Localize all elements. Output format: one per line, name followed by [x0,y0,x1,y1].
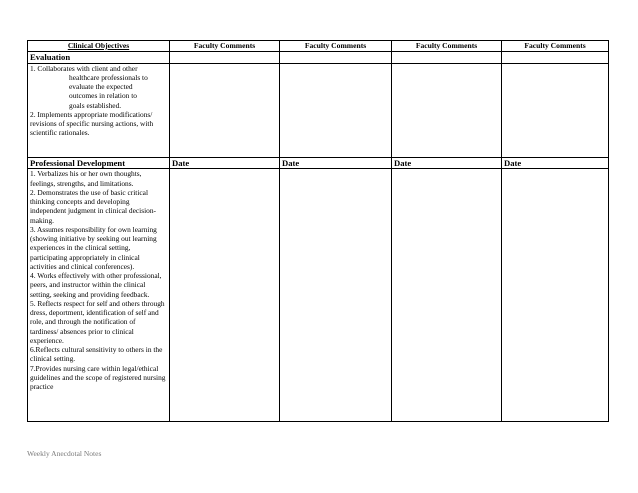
page-footer: Weekly Anecdotal Notes [27,449,102,458]
header-faculty-comments-2: Faculty Comments [280,41,392,52]
evaluation-cell-4 [502,52,609,64]
professional-development-body-row [28,169,609,422]
evaluation-comment-2[interactable] [280,63,392,157]
pd-item-6: 6.Reflects cultural sensitivity to others in the clinical setting. [30,345,163,364]
evaluation-item-1-line-5: goals established. [69,100,122,110]
evaluation-comment-4[interactable] [502,63,609,157]
pd-item-5: 5. Reflects respect for self and others through dress, deportment, identification of self and role, and through the notification of tardiness/ absences prior to clinical experience. [30,298,167,345]
evaluation-cell-3 [392,52,502,64]
header-row [28,41,609,52]
date-label-4: Date [502,157,609,169]
evaluation-comment-3[interactable] [392,63,502,157]
professional-development-objectives [28,169,170,422]
evaluation-cell-2 [280,52,392,64]
header-faculty-comments-1: Faculty Comments [170,41,280,52]
pd-item-3: 3. Assumes responsibility for own learning (showing initiative by seeking out learning experiences in the clinical setting, participating appropriately in clinical activities and clinical conferences). [30,224,157,271]
pd-comment-2[interactable] [280,169,392,422]
evaluation-objectives [28,63,170,157]
pd-item-1: 1. Verbalizes his or her own thoughts, feelings, strengths, and limitations. [30,169,142,188]
date-label-2: Date [280,157,392,169]
pd-comment-3[interactable] [392,169,502,422]
pd-comment-4[interactable] [502,169,609,422]
header-faculty-comments-3: Faculty Comments [392,41,502,52]
evaluation-item-1-line-4: outcomes in relation to [69,91,137,101]
pd-item-7: 7.Provides nursing care within legal/ethical guidelines and the scope of registered nursing practice [30,363,166,392]
evaluation-cell-1 [170,52,280,64]
pd-comment-1[interactable] [170,169,280,422]
evaluation-comment-1[interactable] [170,63,280,157]
pd-item-4: 4. Works effectively with other professional, peers, and instructor within the clinical setting, seeking and providing feedback. [30,271,162,299]
evaluation-item-1-line-2: healthcare professionals to [69,72,148,82]
evaluation-title: Evaluation [28,52,170,64]
header-clinical-objectives: Clinical Objectives [28,41,170,52]
evaluation-item-1-line-1: 1. Collaborates with client and other [30,63,138,73]
evaluation-item-1-line-3: evaluate the expected [69,82,133,92]
evaluation-body-row [28,63,609,157]
professional-development-section-row [28,157,609,169]
date-label-1: Date [170,157,280,169]
header-faculty-comments-4: Faculty Comments [502,41,609,52]
anecdotal-notes-table [27,40,609,422]
pd-item-2: 2. Demonstrates the use of basic critical thinking concepts and developing independent judgment in clinical decision-making. [30,187,157,225]
evaluation-item-2: 2. Implements appropriate modifications/ revisions of specific nursing actions, with scientific rationales. [30,109,154,138]
date-label-3: Date [392,157,502,169]
professional-development-title: Professional Development [28,157,170,169]
evaluation-section-row [28,52,609,64]
